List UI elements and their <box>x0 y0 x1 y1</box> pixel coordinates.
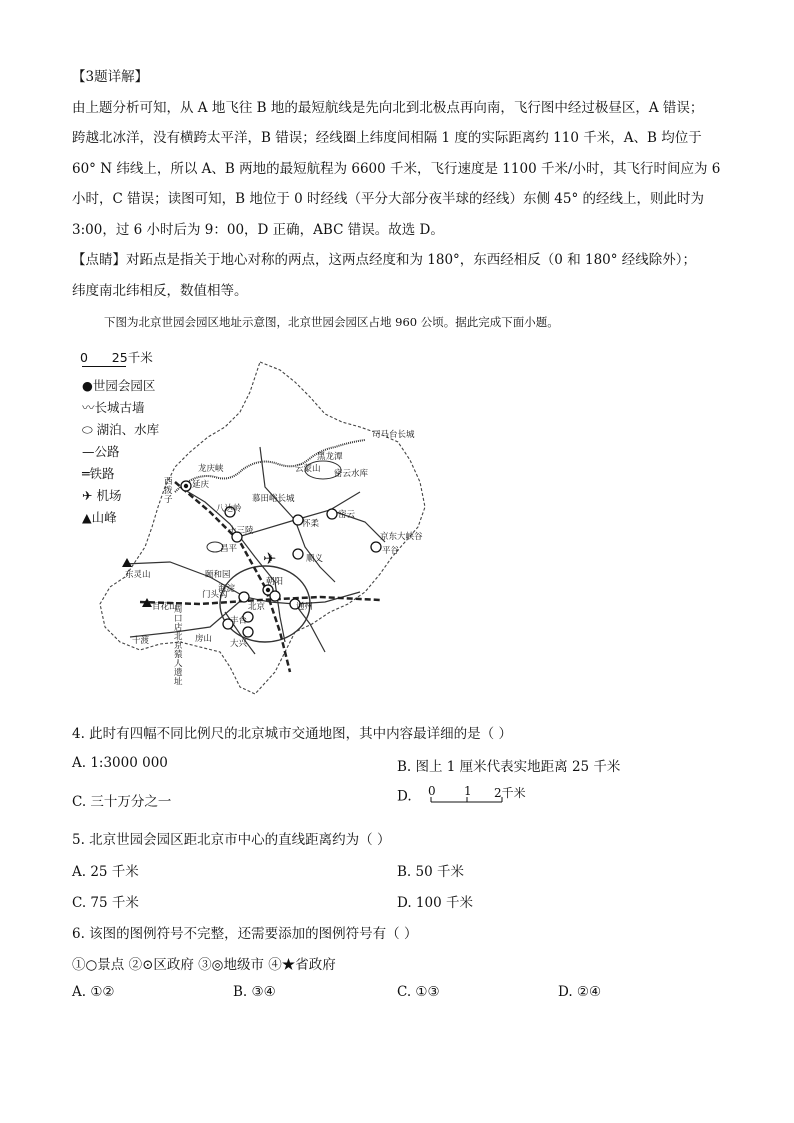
q4-option-d-label: D. <box>397 788 412 805</box>
legend-expo: ●世园会园区 <box>82 378 156 393</box>
question-6-stem: 6. 该图的图例符号不完整，还需要添加的图例符号有（ ） <box>72 926 418 942</box>
place-label: 怀柔 <box>302 519 320 529</box>
scale-tick-label: 1 <box>463 784 472 798</box>
svg-text:✈: ✈ <box>263 549 277 568</box>
legend-airport: 机场 <box>96 488 122 503</box>
q4-option-d[interactable] <box>397 784 526 808</box>
q4-option-b[interactable]: B. 图上 1 厘米代表实地距离 25 千米 <box>397 759 621 775</box>
analysis-line: 60° N 纬线上，所以 A、B 两地的最短航程为 6600 千米，飞行速度是 1100 千米/小时，其飞行时间应为 6 <box>72 160 721 177</box>
legend-road: —公路 <box>82 444 120 459</box>
place-label: 西拨子 <box>164 477 173 505</box>
place-label: 十渡 <box>132 636 150 646</box>
q5-option-a[interactable]: A. 25 千米 <box>72 864 139 880</box>
place-label: 周口店北京猿人遗址 <box>174 605 183 687</box>
place-label: 北京 <box>248 602 266 612</box>
place-label: 密云水库 <box>334 469 369 479</box>
place-label: 百花山 <box>152 602 178 612</box>
tip-label: 【点睛】 <box>72 252 126 268</box>
analysis-line: 小时，C 错误；读图可知，B 地位于 0 时经线（平分大部分夜半球的经线）东侧 45° 的经线上，则此时为 <box>72 191 705 207</box>
place-label: 密云 <box>338 510 356 520</box>
question-4-stem: 4. 此时有四幅不同比例尺的北京城市交通地图，其中内容最详细的是（ ） <box>72 726 512 742</box>
q6-option-b[interactable]: B. ③④ <box>233 984 276 1000</box>
question-5-stem: 5. 北京世园会园区距北京市中心的直线距离约为（ ） <box>72 832 391 848</box>
place-label: 京东大峡谷 <box>380 532 423 542</box>
map-scale-bar: 0 25千米 <box>80 350 153 365</box>
place-label: 昌平 <box>220 544 238 554</box>
place-label: 通州 <box>296 602 314 612</box>
tip-line: 纬度南北纬相反，数值相等。 <box>72 282 248 299</box>
tip-line <box>72 245 722 276</box>
map-intro: 下图为北京世园会园区地址示意图，北京世园会园区占地 960 公顷。据此完成下面小题。 <box>104 315 559 329</box>
place-label: 顺义 <box>306 554 324 564</box>
q6-option-c[interactable]: C. ①③ <box>397 984 440 1000</box>
analysis-line: 跨越北冰洋，没有横跨太平洋，B 错误；经线圈上纬度间相隔 1 度的实际距离约 110 千米，A、B 均位于 <box>72 130 702 146</box>
analysis-line: 3:00，过 6 小时后为 9：00，D 正确，ABC 错误。故选 D。 <box>72 221 444 238</box>
place-label: 慕田峪长城 <box>252 494 295 504</box>
q5-option-b[interactable]: B. 50 千米 <box>397 864 464 880</box>
legend-great-wall: 长城古墙 <box>94 400 145 415</box>
analysis-heading: 【3题详解】 <box>72 69 149 85</box>
question-6-items: ①○景点 ②⊙区政府 ③◎地级市 ④★省政府 <box>72 957 336 973</box>
q5-option-d[interactable]: D. 100 千米 <box>397 895 473 911</box>
place-label: 丰台 <box>230 616 248 626</box>
legend-lake: 湖泊、水库 <box>96 422 160 437</box>
q6-option-a[interactable]: A. ①② <box>72 984 115 1000</box>
place-label: 黑龙潭 <box>317 452 343 462</box>
place-label: 门头沟 <box>202 590 228 600</box>
beijing-map-figure: ✈ 0 25千米 ●世园会园区 〰长城古墙 ⬭ 湖泊、水库 —公路 ═铁路 ✈ 机场 ▲山峰 龙庆峡 延庆 八达岭 慕田峪长城 云蒙山 黑龙潭 密云水库 司马台长城 怀柔 密云 京东大峡谷 平谷 昌平 十三陵 顺义 颐和园 海淀 朝阳 门头沟 北京 通州 东灵山 百花山 丰台 房山 大兴 十渡 周口店北京猿人遗址 西拨子 <box>80 342 450 714</box>
place-label: 房山 <box>195 634 213 644</box>
place-label: 东灵山 <box>125 570 151 580</box>
legend-railway: 铁路 <box>89 466 115 481</box>
place-label: 龙庆峡 <box>198 464 224 474</box>
q6-option-d[interactable]: D. ②④ <box>558 984 602 1000</box>
legend-peak: ▲山峰 <box>82 510 117 525</box>
place-label: 大兴 <box>230 639 248 649</box>
q4-option-d-scale-bar <box>416 784 526 808</box>
place-label: 平谷 <box>382 546 400 556</box>
place-label: 颐和园 <box>205 570 231 580</box>
tip-text: 对跖点是指关于地心对称的两点，这两点经度和为 180°，东西经相反（0 和 180° 经线除外）； <box>126 252 697 268</box>
place-label: 司马台长城 <box>372 430 415 440</box>
q4-option-c[interactable]: C. 三十万分之一 <box>72 794 172 810</box>
scale-bar-lines <box>416 786 521 808</box>
place-label: 海淀 <box>218 584 236 594</box>
q4-option-a[interactable]: A. 1:3000 000 <box>72 755 168 771</box>
scale-tick-label: 2千米 <box>493 786 526 800</box>
place-label: 延庆 <box>192 480 210 490</box>
place-label: 八达岭 <box>216 504 242 514</box>
answer-analysis <box>72 62 722 306</box>
place-label: 云蒙山 <box>295 464 321 474</box>
q5-option-c[interactable]: C. 75 千米 <box>72 895 139 911</box>
analysis-line: 由上题分析可知，从 A 地飞往 B 地的最短航线是先向北到北极点再向南，飞行图中经过极昼区，A 错误； <box>72 99 704 116</box>
scale-tick-label: 0 <box>427 784 436 798</box>
place-label: 十三陵 <box>228 526 254 536</box>
place-label: 朝阳 <box>266 577 284 587</box>
